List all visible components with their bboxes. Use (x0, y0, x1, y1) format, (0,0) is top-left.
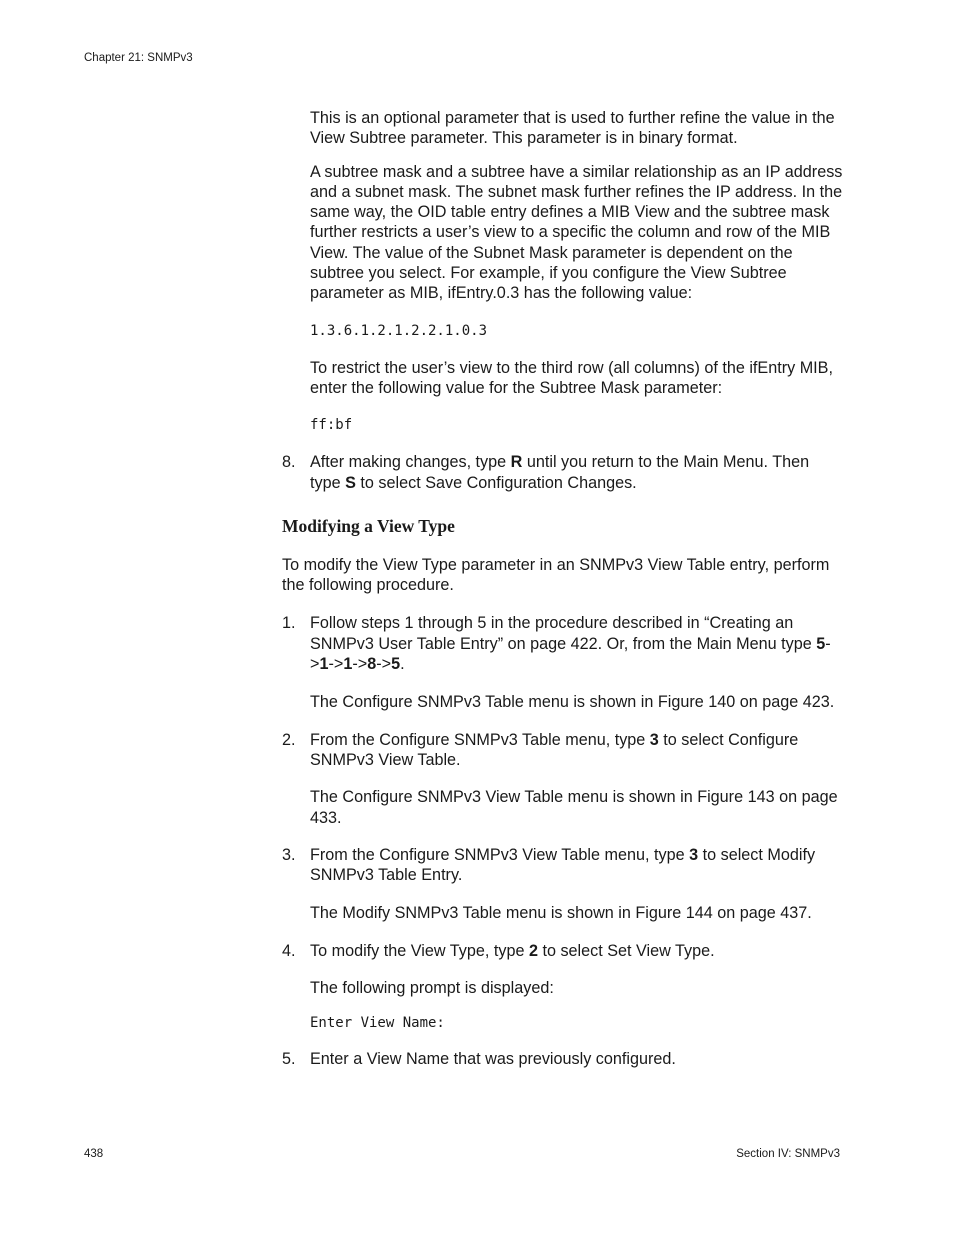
paragraph: A subtree mask and a subtree have a similar relationship as an IP address and a subnet mask. The subnet mask further refines the IP address. In the same way, the OID table entry defines a MIB View and the subtree mask further restricts a user’s view to a specific the column and row of the MIB View. The value of the Subnet Mask parameter is dependent on the subtree you select. For example, if you configure the View Subtree parameter as MIB, ifEntry.0.3 has the following value: (310, 162, 843, 303)
key-r: R (510, 453, 523, 472)
subtree-mask-description (310, 108, 844, 435)
step-number: 3. (282, 845, 296, 864)
step-4: 4. To modify the View Type, type 2 to select Set View Type. (282, 941, 715, 960)
step-number: 1. (282, 614, 296, 633)
step-1: 1. Follow steps 1 through 5 in the procedure described in “Creating an SNMPv3 User Table Entry” on page 422. Or, from the Main Menu type 5->1->1->8->5. (282, 614, 831, 674)
paragraph: To restrict the user’s view to the third row (all columns) of the ifEntry MIB, enter the following value for the Subtree Mask parameter: (310, 358, 833, 397)
step-2: 2. From the Configure SNMPv3 Table menu, type 3 to select Configure SNMPv3 View Table. (282, 730, 799, 769)
running-footer: Section IV: SNMPv3 (736, 1148, 840, 1160)
step-3: 3. From the Configure SNMPv3 View Table menu, type 3 to select Modify SNMPv3 Table Entry. (282, 845, 816, 885)
page-number: 438 (84, 1148, 104, 1160)
code-sample: 1.3.6.1.2.1.2.2.1.0.3 (310, 322, 488, 339)
key-s: S (345, 473, 356, 492)
step-number: 5. (282, 1050, 296, 1069)
step-3-note: The Modify SNMPv3 Table menu is shown in Figure 144 on page 437. (310, 904, 812, 923)
section-heading: Modifying a View Type (282, 515, 455, 536)
step-5: 5. Enter a View Name that was previously configured. (282, 1050, 676, 1069)
running-header: Chapter 21: SNMPv3 (84, 52, 193, 64)
page-content (282, 108, 844, 1070)
step-8: 8. After making changes, type R until you return to the Main Menu. Then type S to select Save Configuration Changes. (282, 453, 810, 492)
step-4-note: The following prompt is displayed: (310, 979, 554, 998)
code-sample: ff:bf (310, 417, 353, 434)
step-2-note: The Configure SNMPv3 View Table menu is shown in Figure 143 on page 433. (310, 788, 838, 827)
step-number: 4. (282, 941, 296, 960)
step-1-note: The Configure SNMPv3 Table menu is shown in Figure 140 on page 423. (310, 693, 835, 712)
step-number: 2. (282, 730, 296, 749)
section-intro: To modify the View Type parameter in an SNMPv3 View Table entry, perform the following procedure. (282, 555, 830, 595)
step-number: 8. (282, 453, 296, 472)
prompt-code: Enter View Name: (310, 1015, 445, 1032)
paragraph: This is an optional parameter that is used to further refine the value in the View Subtree parameter. This parameter is in binary format. (310, 109, 835, 148)
